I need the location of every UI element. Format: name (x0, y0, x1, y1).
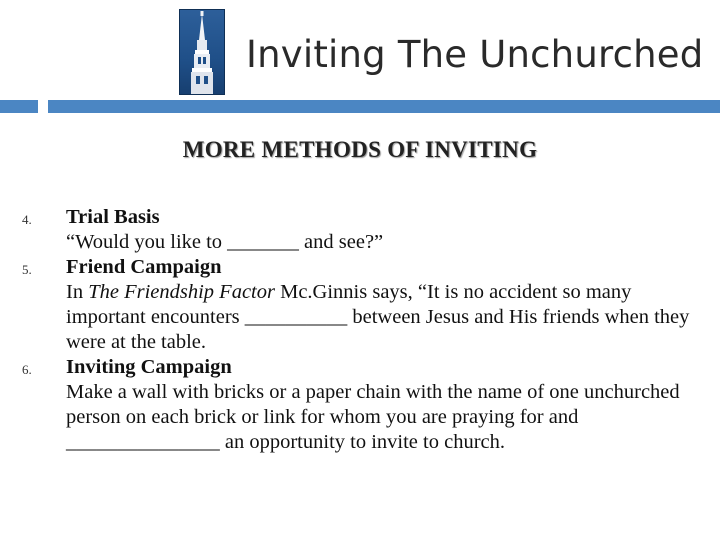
title-rule-right (48, 100, 720, 113)
section-subtitle: MORE METHODS OF INVITING (182, 137, 538, 162)
methods-list (0, 205, 720, 455)
slide-title: Inviting The Unchurched (246, 33, 704, 76)
item-body: “Would you like to _______ and see?” (66, 231, 384, 253)
item-body: Make a wall with bricks or a paper chain with the name of one unchurched person on each brick or link for whom you are praying for and _______________ an opportunity to invite to church. (66, 381, 680, 453)
item-body-prefix: In (66, 281, 89, 303)
item-number: 5. (22, 262, 32, 277)
item-heading: Trial Basis (66, 206, 160, 228)
item-number: 6. (22, 362, 32, 377)
item-body (66, 280, 706, 355)
list-item (0, 205, 720, 255)
list-item (0, 355, 720, 455)
church-steeple-icon (179, 9, 225, 95)
list-item (0, 255, 720, 355)
title-rule-left (0, 100, 38, 113)
item-number: 4. (22, 212, 32, 227)
item-heading: Inviting Campaign (66, 356, 232, 378)
item-heading: Friend Campaign (66, 256, 222, 278)
item-body-suffix: Mc.Ginnis says, “It is no accident so many important encounters __________ between Jesus and His friends when they were at the table. (66, 281, 690, 353)
book-title: The Friendship Factor (88, 281, 275, 303)
